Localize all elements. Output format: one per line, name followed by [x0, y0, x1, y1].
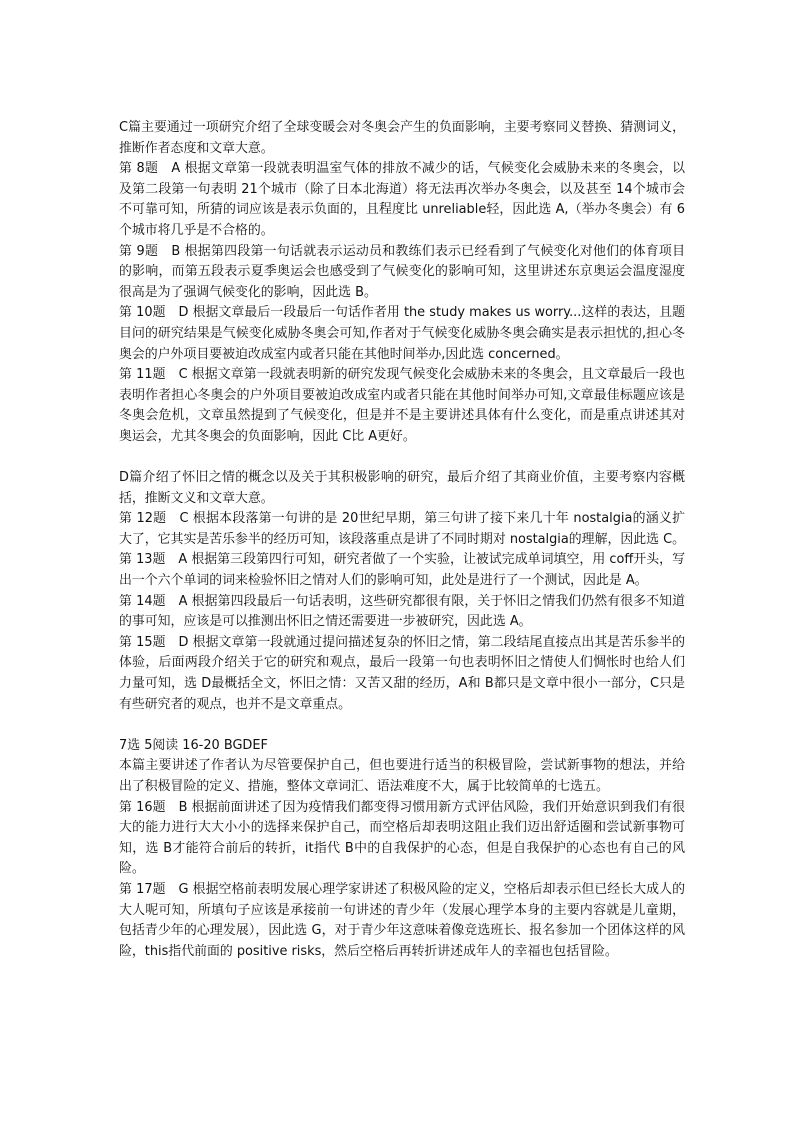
section-spacer — [119, 715, 685, 736]
seven-choose-five-summary: 本篇主要讲述了作者认为尽管要保护自己，但也要进行适当的积极冒险，尝试新事物的想法，并给出了积极冒险的定义、措施，整体文章词汇、语法难度不大，属于比较简单的七选五。 — [119, 758, 685, 794]
passage-c-summary: C篇主要通过一项研究介绍了全球变暖会对冬奥会产生的负面影响，主要考察同义替换、猜测词义，推断作者态度和文章大意。 — [119, 120, 685, 156]
question-15-explanation: 第 15题 D 根据文章第一段就通过提问描述复杂的怀旧之情，第二段结尾直接点出其是苦乐参半的体验，后面两段介绍关于它的研究和观点，最后一段第一句也表明怀旧之情使人们惆怅时也给人们力量可知，选 D最概括全文，怀旧之情：又苦又甜的经历，A和 B都只是文章中很小一部分，C只是有些研究者的观点，也并不是文章重点。 — [119, 634, 685, 712]
question-17-explanation: 第 17题 G 根据空格前表明发展心理学家讲述了积极风险的定义，空格后却表示但已经长大成人的大人呢可知，所填句子应该是承接前一句讲述的青少年（发展心理学本身的主要内容就是儿童期，包括青少年的心理发展），因此选 G，对于青少年这意味着像竞选班长、报名参加一个团体这样的风险，this指代前面的 positive risks，然后空格后再转折讲述成年人的幸福也包括冒险。 — [119, 881, 685, 959]
section-spacer — [119, 448, 685, 469]
question-11-explanation: 第 11题 C 根据文章第一段就表明新的研究发现气候变化会威胁未来的冬奥会，且文章最后一段也表明作者担心冬奥会的户外项目要被迫改成室内或者只能在其他时间举办可知,文章最佳标题应该是冬奥会危机，文章虽然提到了气候变化，但是并不是主要讲述具体有什么变化，而是重点讲述其对奥运会，尤其冬奥会的负面影响，因此 C比 A更好。 — [119, 367, 685, 444]
question-16-explanation: 第 16题 B 根据前面讲述了因为疫情我们都变得习惯用新方式评估风险，我们开始意识到我们有很大的能力进行大大小小的选择来保护自己，而空格后却表明这阻止我们迈出舒适圈和尝试新事物可知，选 B才能符合前后的转折，it指代 B中的自我保护的心态，但是自我保护的心态也有自己的风险。 — [119, 799, 685, 877]
passage-d-summary: D篇介绍了怀旧之情的概念以及关于其积极影响的研究，最后介绍了其商业价值，主要考察内容概括，推断文义和文章大意。 — [119, 470, 685, 506]
question-10-explanation: 第 10题 D 根据文章最后一段最后一句话作者用 the study makes us worry...这样的表达，且题目问的研究结果是气候变化威胁冬奥会可知,作者对于气候变化威胁冬奥会确实是表示担忧的,担心冬奥会的户外项目要被迫改成室内或者只能在其他时间举办,因此选 concerned。 — [119, 305, 685, 362]
question-13-explanation: 第 13题 A 根据第三段第四行可知，研究者做了一个实验，让被试完成单词填空，用 coff开头，写出一个六个单词的词来检验怀旧之情对人们的影响可知，此处是进行了一个测试，因此是 A。 — [119, 552, 685, 589]
question-14-explanation: 第 14题 A 根据第四段最后一句话表明，这些研究都很有限，关于怀旧之情我们仍然有很多不知道的事可知，应该是可以推测出怀旧之情还需要进一步被研究，因此选 A。 — [119, 593, 685, 630]
seven-choose-five-heading: 7选 5阅读 16-20 BGDEF — [119, 737, 268, 753]
section-passage-d — [119, 468, 685, 715]
question-9-explanation: 第 9题 B 根据第四段第一句话就表示运动员和教练们表示已经看到了气候变化对他们的体育项目的影响，而第五段表示夏季奥运会也感受到了气候变化的影响可知，这里讲述东京奥运会温度湿度很高是为了强调气候变化的影响，因此选 B。 — [119, 243, 685, 300]
section-passage-c — [119, 118, 685, 448]
answer-analysis-document — [119, 118, 685, 962]
question-12-explanation: 第 12题 C 根据本段落第一句讲的是 20世纪早期，第三句讲了接下来几十年 nostalgia的涵义扩大了，它其实是苦乐参半的经历可知，该段落重点是讲了不同时期对 nostalgia的理解，因此选 C。 — [119, 511, 686, 547]
question-8-explanation: 第 8题 A 根据文章第一段就表明温室气体的排放不减少的话，气候变化会威胁未来的冬奥会，以及第二段第一句表明 21个城市（除了日本北海道）将无法再次举办冬奥会，以及甚至 14个城市会不可靠可知，所猜的词应该是表示负面的，且程度比 unreliable轻，因此选 A,（举办冬奥会）有 6个城市将几乎是不合格的。 — [119, 161, 685, 238]
section-seven-choose-five — [119, 736, 685, 963]
